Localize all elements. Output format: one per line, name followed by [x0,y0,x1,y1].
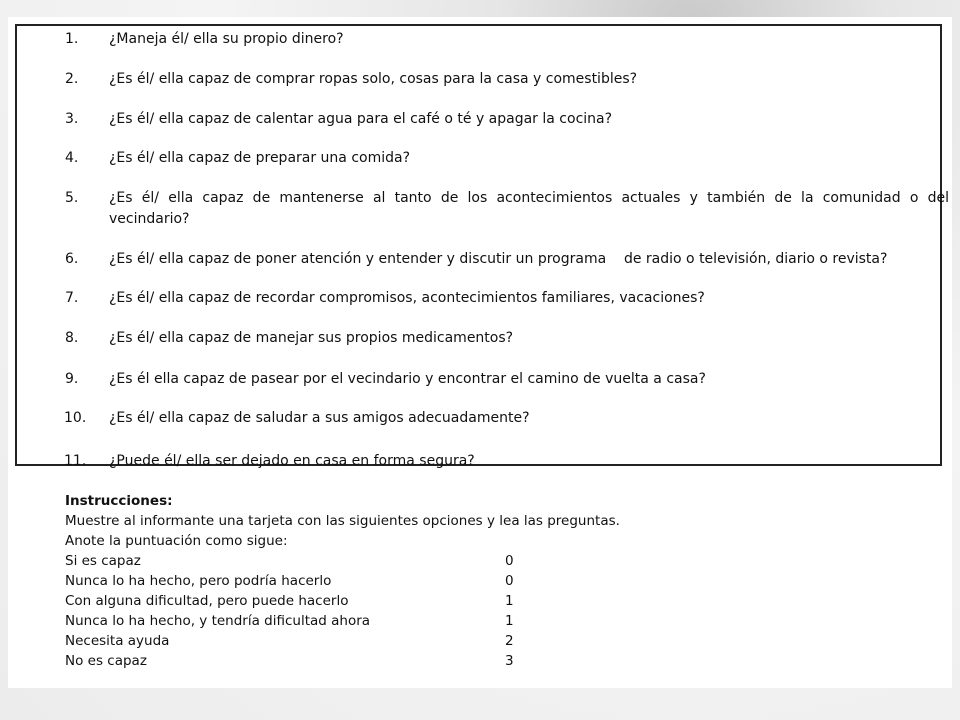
question-number: 11. [64,453,87,469]
questions-box [15,24,949,469]
question-number: 6. [65,251,79,267]
question-text: ¿Es él/ ella capaz de poner atención y entender y discutir un programa de radio o televisión, diario o revista? [109,251,888,267]
score-label: Con alguna dificultad, pero puede hacerlo [65,593,349,609]
question-text: ¿Es él/ ella capaz de recordar compromisos, acontecimientos familiares, vacaciones? [109,290,705,306]
question-text: ¿Es él/ ella capaz de preparar una comida? [109,150,411,166]
question-number: 4. [65,150,79,166]
question-number: 7. [65,290,79,306]
score-value: 1 [505,593,514,609]
score-label: Nunca lo ha hecho, pero podría hacerlo [65,573,332,589]
question-text: ¿Es él/ ella capaz de mantenerse al tanto de los acontecimientos actuales y también de la comunidad o del vecindario? [109,190,949,227]
score-row [65,571,620,591]
question-text: ¿Es él ella capaz de pasear por el vecindario y encontrar el camino de vuelta a casa? [109,371,706,387]
score-value: 2 [505,633,514,649]
question-number: 9. [65,371,79,387]
score-label: Si es capaz [65,553,141,569]
instructions-title: Instrucciones: [65,493,173,509]
question-number: 10. [64,410,87,426]
score-value: 0 [505,553,514,569]
score-value: 1 [505,613,514,629]
score-value: 3 [505,653,514,669]
question-text: ¿Es él/ ella capaz de calentar agua para el café o té y apagar la cocina? [109,111,613,127]
instructions-section [65,491,620,671]
question-text: ¿Maneja él/ ella su propio dinero? [109,31,344,47]
score-row [65,611,620,631]
score-label: Nunca lo ha hecho, y tendría dificultad ahora [65,613,371,629]
score-row [65,591,620,611]
question-text: ¿Es él/ ella capaz de saludar a sus amigos adecuadamente? [109,410,530,426]
question-text: ¿Puede él/ ella ser dejado en casa en forma segura? [109,453,475,469]
question-text: ¿Es él/ ella capaz de manejar sus propios medicamentos? [109,330,514,346]
score-row [65,551,620,571]
instructions-line: Anote la puntuación como sigue: [65,533,288,549]
question-text: ¿Es él/ ella capaz de comprar ropas solo, cosas para la casa y comestibles? [109,71,638,87]
document-page [8,17,952,688]
score-label: No es capaz [65,653,147,669]
score-value: 0 [505,573,514,589]
score-label: Necesita ayuda [65,633,170,649]
question-number: 3. [65,111,79,127]
instructions-line: Muestre al informante una tarjeta con las siguientes opciones y lea las preguntas. [65,513,620,529]
score-row [65,651,620,671]
question-number: 1. [65,31,79,47]
question-number: 5. [65,190,79,206]
question-number: 8. [65,330,79,346]
question-number: 2. [65,71,79,87]
score-row [65,631,620,651]
